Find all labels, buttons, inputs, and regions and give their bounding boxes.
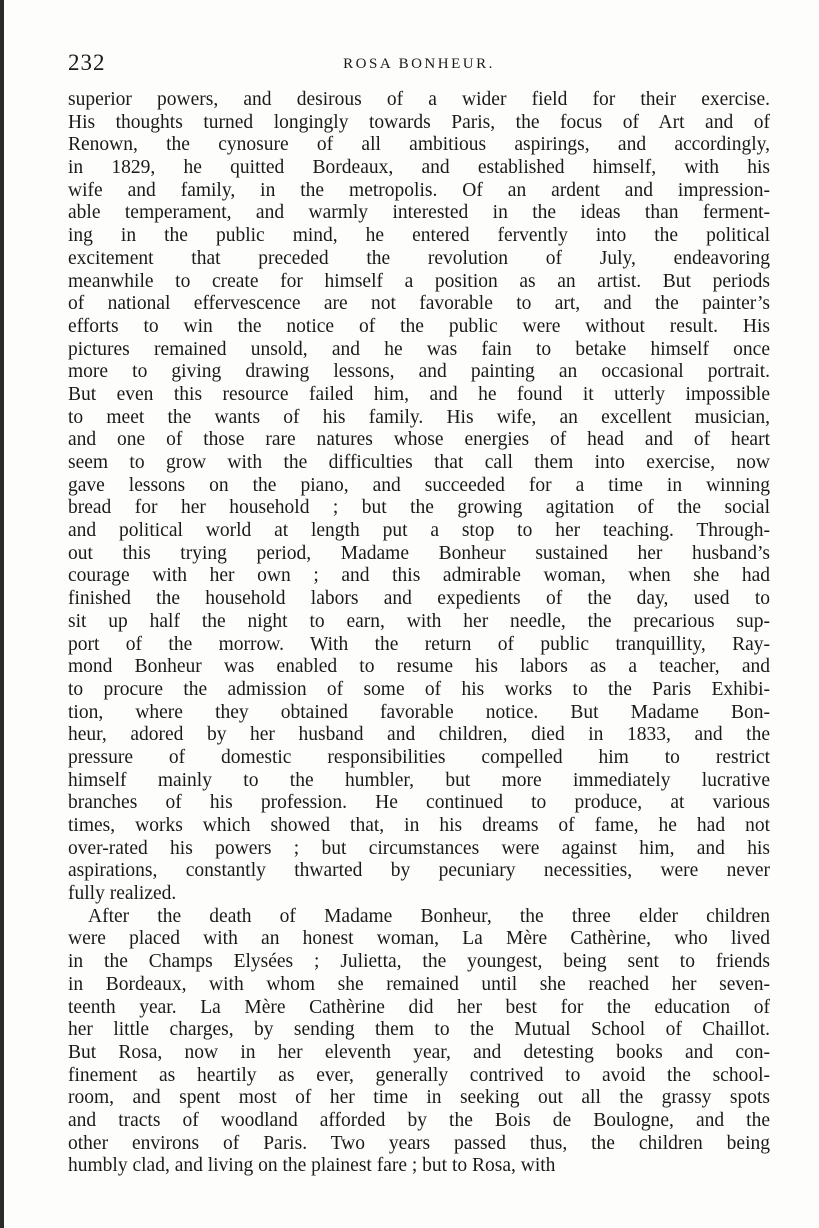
text-line: mond Bonheur was enabled to resume his labors as a teacher, and xyxy=(68,656,770,678)
text-line: fully realized. xyxy=(68,883,177,905)
text-line: After the death of Madame Bonheur, the three elder children xyxy=(88,905,770,927)
text-line: himself mainly to the humbler, but more immediately lucrative xyxy=(68,769,770,791)
text-line: But even this resource failed him, and he found it utterly impossible xyxy=(68,383,770,405)
text-line: finement as heartily as ever, generally contrived to avoid the school- xyxy=(68,1064,770,1086)
text-line: efforts to win the notice of the public were without result. His xyxy=(68,315,770,337)
text-line: Renown, the cynosure of all ambitious aspirings, and accordingly, xyxy=(68,134,770,156)
text-line: aspirations, constantly thwarted by pecuniary necessities, were never xyxy=(68,860,770,882)
text-line: humbly clad, and living on the plainest fare ; but to Rosa, with xyxy=(68,1155,556,1177)
text-line: tion, where they obtained favorable notice. But Madame Bon- xyxy=(68,701,770,723)
text-line: ing in the public mind, he entered fervently into the political xyxy=(68,225,770,247)
paragraph xyxy=(68,906,770,1178)
running-title: ROSA BONHEUR. xyxy=(343,56,495,72)
text-line: superior powers, and desirous of a wider field for their exercise. xyxy=(68,89,770,110)
text-line: of national effervescence are not favorable to art, and the painter’s xyxy=(68,293,770,315)
page-number: 232 xyxy=(68,50,106,75)
text-line: room, and spent most of her time in seeking out all the grassy spots xyxy=(68,1087,770,1109)
text-line: port of the morrow. With the return of public tranquillity, Ray- xyxy=(68,633,770,655)
page-header xyxy=(68,50,770,80)
text-line: to meet the wants of his family. His wife, an excellent musician, xyxy=(68,406,770,428)
text-line: times, works which showed that, in his dreams of fame, he had not xyxy=(68,815,770,836)
text-line: pressure of domestic responsibilities compelled him to restrict xyxy=(68,746,770,768)
text-line: out this trying period, Madame Bonheur sustained her husband’s xyxy=(68,542,770,564)
text-line: meanwhile to create for himself a position as an artist. But periods xyxy=(68,270,770,292)
text-line: heur, adored by her husband and children, died in 1833, and the xyxy=(68,724,770,746)
text-line: teenth year. La Mère Cathèrine did her best for the education of xyxy=(68,996,770,1018)
text-line: to procure the admission of some of his works to the Paris Exhibi- xyxy=(68,678,770,700)
text-line: were placed with an honest woman, La Mère Cathèrine, who lived xyxy=(68,928,770,950)
text-line: seem to grow with the difficulties that call them into exercise, now xyxy=(68,452,770,473)
text-line: her little charges, by sending them to the Mutual School of Chaillot. xyxy=(68,1019,770,1041)
text-line: and one of those rare natures whose energies of head and of heart xyxy=(68,429,770,451)
text-line: wife and family, in the metropolis. Of an ardent and impression- xyxy=(68,179,770,201)
paragraph xyxy=(68,89,770,906)
text-line: and tracts of woodland afforded by the Bois de Boulogne, and the xyxy=(68,1109,770,1131)
text-line: courage with her own ; and this admirable woman, when she had xyxy=(68,565,770,587)
text-line: excitement that preceded the revolution of July, endeavoring xyxy=(68,247,770,269)
text-line: branches of his profession. He continued to produce, at various xyxy=(68,792,770,814)
text-line: bread for her household ; but the growing agitation of the social xyxy=(68,497,770,519)
text-line: pictures remained unsold, and he was fain to betake himself once xyxy=(68,338,770,360)
text-line: in the Champs Elysées ; Julietta, the youngest, being sent to friends xyxy=(68,951,770,973)
text-line: His thoughts turned longingly towards Paris, the focus of Art and of xyxy=(68,111,770,133)
text-line: over-rated his powers ; but circumstances were against him, and his xyxy=(68,837,770,859)
text-line: other environs of Paris. Two years passed thus, the children being xyxy=(68,1132,770,1154)
text-line: able temperament, and warmly interested in the ideas than ferment- xyxy=(68,202,770,224)
body-text xyxy=(68,89,770,1178)
text-line: finished the household labors and expedients of the day, used to xyxy=(68,588,770,610)
text-line: more to giving drawing lessons, and painting an occasional portrait. xyxy=(68,361,770,383)
text-line: in Bordeaux, with whom she remained until she reached her seven- xyxy=(68,973,770,995)
text-line: in 1829, he quitted Bordeaux, and established himself, with his xyxy=(68,157,770,179)
text-line: and political world at length put a stop to her teaching. Through- xyxy=(68,520,770,542)
page-binding-edge xyxy=(0,0,4,1228)
text-line: But Rosa, now in her eleventh year, and detesting books and con- xyxy=(68,1041,770,1063)
text-line: gave lessons on the piano, and succeeded for a time in winning xyxy=(68,474,770,496)
text-line: sit up half the night to earn, with her needle, the precarious sup- xyxy=(68,610,770,632)
